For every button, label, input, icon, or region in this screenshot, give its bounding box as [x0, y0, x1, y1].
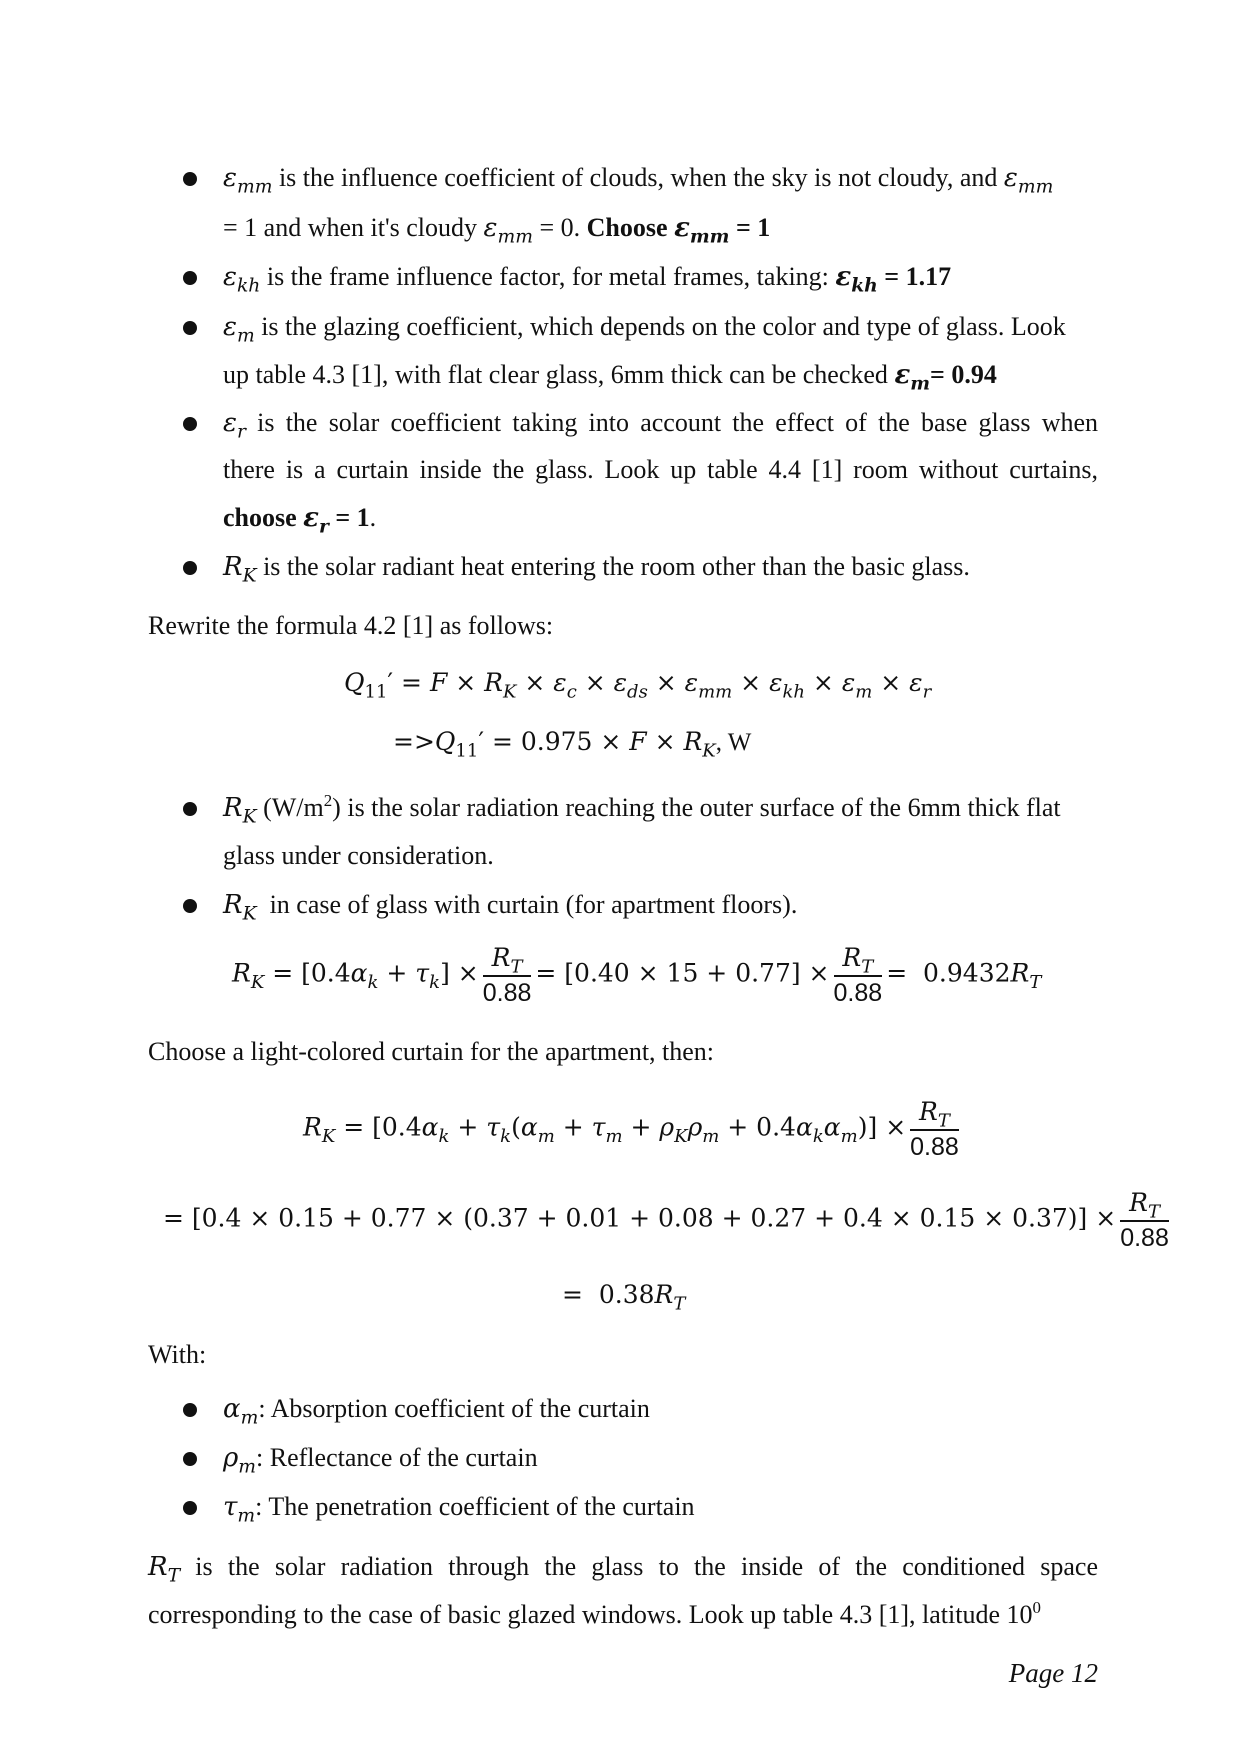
- bullet-6-line-1: $R_K$ $(W/m^2)$ is the solar radiation reaching the outer surface of the 6mm thick flat: [223, 790, 1061, 828]
- bullet-dot: [183, 561, 197, 575]
- bullet-4-line-1: $\varepsilon_r$ is the solar coefficient taking into account the effect of the base glass when: [223, 408, 1099, 443]
- bullet-1-line-2: = 1 and when it's cloudy $\varepsilon_{mm} = 0$. Choose $\varepsilon_{mm} = 1$: [223, 213, 771, 248]
- bullet-4-line-3: choose $\varepsilon_r = 1$.: [223, 503, 377, 538]
- bullet-8-line: $\alpha_m$: Absorption coefficient of the curtain: [223, 1394, 650, 1429]
- bullet-dot: [183, 321, 197, 335]
- bullet-dot: [183, 271, 197, 285]
- bullet-10-line: $\tau_m$: The penetration coefficient of the curtain: [223, 1492, 695, 1527]
- equation-q11-full: $Q_{11}' = F \times R_K \times \varepsilon_c \times \varepsilon_{ds} \times \varepsilon_{mm} \times \varepsilon_{kh} \times \varepsilon_m \times \varepsilon_r$: [344, 668, 932, 703]
- bullet-5-line: $R_K$ is the solar radiant heat entering the room other than the basic glass.: [223, 552, 970, 587]
- equation-rk-result: = $0.38R_T$: [562, 1280, 686, 1315]
- bullet-dot: [183, 1452, 197, 1466]
- bullet-2-line: $\varepsilon_{kh}$ is the frame influence factor, for metal frames, taking: $\varepsilon_{kh} = 1.17$: [223, 262, 952, 297]
- bullet-dot: [183, 1501, 197, 1515]
- equation-q11-result: $=>Q_{11}' = 0.975 \times F \times R_K$, W: [393, 727, 752, 762]
- equation-rk-no-curtain: $R_K = [0.4\alpha_k + \tau_k]$ × $\frac{R_T}{0.88}$ = [0.40 × 15 + 0.77] × $\frac{R_T}{0.88}$ = $0.9432R_T$: [232, 943, 1042, 1007]
- with-label: With:: [148, 1340, 207, 1369]
- page-number: Page 12: [1008, 1658, 1098, 1688]
- rt-paragraph-line-1: $R_T$ is the solar radiation through the glass to the inside of the conditioned space: [148, 1552, 1098, 1587]
- equation-rk-numeric: = [0.4 × 0.15 + 0.77 × (0.37 + 0.01 + 0.08 + 0.27 + 0.4 × 0.15 × 0.37)] × $\frac{R_T}{0.88}$: [163, 1188, 1169, 1252]
- bullet-dot: [183, 899, 197, 913]
- rt-paragraph-line-2: corresponding to the case of basic glazed windows. Look up table 4.3 [1], latitude $10^0$: [148, 1597, 1041, 1629]
- bullet-7-line: $R_K$ in case of glass with curtain (for apartment floors).: [223, 890, 798, 925]
- bullet-6-line-2: glass under consideration.: [223, 841, 494, 870]
- bullet-dot: [183, 1403, 197, 1417]
- bullet-1-line-1: $\varepsilon_{mm}$ is the influence coefficient of clouds, when the sky is not cloudy, and $\varepsilon_{mm}$: [223, 163, 1054, 198]
- bullet-3-line-1: $\varepsilon_m$ is the glazing coefficient, which depends on the color and type of glass. Look: [223, 312, 1066, 347]
- equation-rk-curtain: $R_K = [0.4\alpha_k + \tau_k(\alpha_m + \tau_m + \rho_K\rho_m + 0.4\alpha_k\alpha_m)]$ × $\frac{R_T}{0.88}$: [303, 1097, 959, 1161]
- bullet-dot: [183, 802, 197, 816]
- rewrite-paragraph: Rewrite the formula 4.2 [1] as follows:: [148, 611, 554, 640]
- bullet-9-line: $\rho_m$: Reflectance of the curtain: [223, 1443, 538, 1478]
- bullet-3-line-2: up table 4.3 [1], with flat clear glass, 6mm thick can be checked $\varepsilon_m= 0.94$: [223, 360, 997, 395]
- bullet-dot: [183, 172, 197, 186]
- choose-paragraph: Choose a light-colored curtain for the apartment, then:: [148, 1037, 715, 1066]
- bullet-dot: [183, 417, 197, 431]
- bullet-4-line-2: there is a curtain inside the glass. Look up table 4.4 [1] room without curtains,: [223, 455, 1098, 484]
